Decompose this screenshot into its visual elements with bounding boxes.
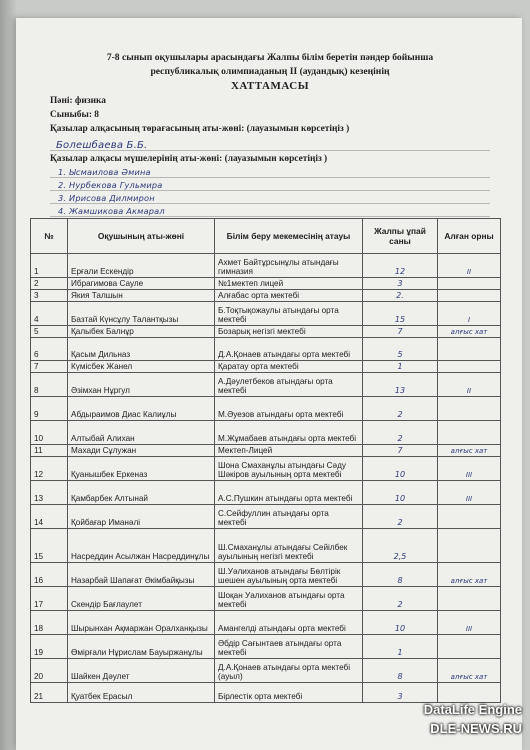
place-awarded <box>438 683 501 703</box>
place-awarded <box>438 278 501 290</box>
student-name: Қуанышбек Еркеназ <box>68 457 215 481</box>
row-number: 3 <box>31 290 68 302</box>
table-row <box>31 361 501 373</box>
school-name: С.Сейфуллин атындағы орта мектебі <box>215 505 363 529</box>
watermark-brand: DataLife Engine <box>423 702 522 717</box>
chair-handwritten-name: Болешбаева Б.Б. <box>56 140 148 151</box>
student-name: Шырынхан Ақмаржан Оралханқызы <box>68 611 215 635</box>
school-name: Шоқан Уалиханов атындағы орта мектебі <box>215 587 363 611</box>
table-header-row <box>31 219 501 254</box>
school-name: Бірлестік орта мектебі <box>215 683 363 703</box>
student-name: Якия Талшын <box>68 290 215 302</box>
col-header-school: Білім беру мекемесінің атауы <box>215 219 363 254</box>
place-awarded: III <box>438 457 501 481</box>
table-row <box>31 505 501 529</box>
place-awarded <box>438 635 501 659</box>
school-name: Ш.Уәлиханов атындағы Бөлтірік шешен ауылының орта мектебі <box>215 563 363 587</box>
place-awarded: III <box>438 611 501 635</box>
place-awarded: III <box>438 481 501 505</box>
document-title: ХАТТАМАСЫ <box>230 80 309 92</box>
table-row <box>31 529 501 563</box>
table-row <box>31 397 501 421</box>
total-score: 8 <box>363 563 438 587</box>
members-label: Қазылар алқасы мүшелерінің аты-жөні: (лауазымын көрсетіңіз ) <box>50 154 328 164</box>
table-row <box>31 457 501 481</box>
col-header-number: № <box>31 219 68 254</box>
row-number: 6 <box>31 338 68 361</box>
table-row <box>31 587 501 611</box>
place-awarded: алғыс хат <box>438 659 501 683</box>
school-name: Мектеп-Лицей <box>215 445 363 457</box>
row-number: 4 <box>31 302 68 326</box>
table-row <box>31 302 501 326</box>
table-row <box>31 563 501 587</box>
row-number: 13 <box>31 481 68 505</box>
total-score: 8 <box>363 659 438 683</box>
student-name: Қасым Дильназ <box>68 338 215 361</box>
table-row <box>31 254 501 278</box>
table-row <box>31 278 501 290</box>
row-number: 8 <box>31 373 68 397</box>
place-awarded: II <box>438 254 501 278</box>
table-row <box>31 683 501 703</box>
total-score: 7 <box>363 445 438 457</box>
row-number: 2 <box>31 278 68 290</box>
total-score: 1 <box>363 635 438 659</box>
school-name: Амангелді атындағы орта мектебі <box>215 611 363 635</box>
place-awarded: алғыс хат <box>438 326 501 338</box>
row-number: 1 <box>31 254 68 278</box>
row-number: 14 <box>31 505 68 529</box>
row-number: 5 <box>31 326 68 338</box>
student-name: Ерғали Ескендір <box>68 254 215 278</box>
chair-label: Қазылар алқасының төрағасының аты-жөні: (лауазымын көрсетіңіз ) <box>50 124 350 134</box>
row-number: 15 <box>31 529 68 563</box>
place-awarded: алғыс хат <box>438 563 501 587</box>
total-score: 3 <box>363 683 438 703</box>
chair-underline <box>50 150 490 151</box>
place-awarded: алғыс хат <box>438 445 501 457</box>
total-score: 2. <box>363 290 438 302</box>
total-score: 15 <box>363 302 438 326</box>
total-score: 7 <box>363 326 438 338</box>
row-number: 9 <box>31 397 68 421</box>
place-awarded <box>438 587 501 611</box>
table-row <box>31 445 501 457</box>
student-name: Әзімхан Нұргул <box>68 373 215 397</box>
member-underline <box>50 190 490 191</box>
school-name: Шона Смаханұлы атындағы Сәду Шәкіров ауылының орта мектебі <box>215 457 363 481</box>
school-name: А.С.Пушкин атындағы орта мектебі <box>215 481 363 505</box>
place-awarded: I <box>438 302 501 326</box>
student-name: Абдыраимов Диас Калиұлы <box>68 397 215 421</box>
total-score: 2 <box>363 421 438 445</box>
place-awarded <box>438 397 501 421</box>
subject-label: Пәні: физика <box>50 96 106 106</box>
page-shadow-edge <box>0 0 16 750</box>
school-name: Қаратау орта мектебі <box>215 361 363 373</box>
col-header-score: Жалпы ұпай саны <box>363 219 438 254</box>
student-name: Назарбай Шапағат Әкімбайқызы <box>68 563 215 587</box>
student-name: Қамбарбек Алтынай <box>68 481 215 505</box>
member-underline <box>50 177 490 178</box>
total-score: 2 <box>363 397 438 421</box>
total-score: 2 <box>363 505 438 529</box>
student-name: Скендір Бағлаулет <box>68 587 215 611</box>
place-awarded <box>438 421 501 445</box>
school-name: Бозарық негізгі мектебі <box>215 326 363 338</box>
student-name: Қойбағар Иманәлі <box>68 505 215 529</box>
total-score: 3 <box>363 278 438 290</box>
member-underline <box>50 216 490 217</box>
place-awarded <box>438 529 501 563</box>
table-row <box>31 326 501 338</box>
table-row <box>31 290 501 302</box>
school-name: Әбдір Сағынтаев атындағы орта мектебі <box>215 635 363 659</box>
table-row <box>31 635 501 659</box>
student-name: Шайкен Дәулет <box>68 659 215 683</box>
member-4: 4. Жамшикова Акмарал <box>58 206 165 216</box>
row-number: 19 <box>31 635 68 659</box>
place-awarded <box>438 338 501 361</box>
total-score: 10 <box>363 481 438 505</box>
student-name: Қалыбек Балнұр <box>68 326 215 338</box>
member-3: 3. Ирисова Дилмирон <box>58 193 155 203</box>
student-name: Махади Сұлужан <box>68 445 215 457</box>
total-score: 2,5 <box>363 529 438 563</box>
row-number: 20 <box>31 659 68 683</box>
student-name: Өмірғали Нұрислам Бауыржанұлы <box>68 635 215 659</box>
member-1: 1. Ысмаилова Әмина <box>58 167 151 177</box>
watermark-site: DLE-NEWS.RU <box>430 721 522 736</box>
table-row <box>31 659 501 683</box>
table-row <box>31 611 501 635</box>
school-name: №1мектеп лицей <box>215 278 363 290</box>
total-score: 12 <box>363 254 438 278</box>
student-name: Насреддин Асылжан Насреддинұлы <box>68 529 215 563</box>
row-number: 17 <box>31 587 68 611</box>
school-name: Д.А.Қонаев атындағы орта мектебі <box>215 338 363 361</box>
results-table <box>30 218 501 703</box>
total-score: 10 <box>363 457 438 481</box>
student-name: Ибрагимова Сауле <box>68 278 215 290</box>
school-name: М.Жұмабаев атындағы орта мектебі <box>215 421 363 445</box>
row-number: 11 <box>31 445 68 457</box>
document-title-line-2: республикалық олимпиаданың II (аудандық) кезеңінің <box>150 66 390 77</box>
place-awarded <box>438 290 501 302</box>
student-name: Күмісбек Жанел <box>68 361 215 373</box>
student-name: Алтыбай Алихан <box>68 421 215 445</box>
table-row <box>31 373 501 397</box>
school-name: Ахмет Байтұрсынұлы атындағы гимназия <box>215 254 363 278</box>
total-score: 13 <box>363 373 438 397</box>
place-awarded: II <box>438 373 501 397</box>
table-row <box>31 338 501 361</box>
total-score: 1 <box>363 361 438 373</box>
place-awarded <box>438 361 501 373</box>
school-name: Ш.Смаханұлы атындағы Сейілбек ауылының негізгі мектебі <box>215 529 363 563</box>
row-number: 18 <box>31 611 68 635</box>
place-awarded <box>438 505 501 529</box>
grade-label: Сыныбы: 8 <box>50 110 99 120</box>
document-title-line-1: 7-8 сынып оқушылары арасындағы Жалпы білім беретін пәндер бойынша <box>106 52 434 63</box>
school-name: Д.А.Қонаев атындағы орта мектебі (ауыл) <box>215 659 363 683</box>
row-number: 21 <box>31 683 68 703</box>
school-name: А.Дәулетбеков атындағы орта мектебі <box>215 373 363 397</box>
member-underline <box>50 203 490 204</box>
total-score: 10 <box>363 611 438 635</box>
table-row <box>31 421 501 445</box>
member-2: 2. Нурбекова Гульмира <box>58 180 163 190</box>
row-number: 16 <box>31 563 68 587</box>
school-name: Б.Тоқтықожаулы атындағы орта мектебі <box>215 302 363 326</box>
col-header-name: Оқушының аты-жөні <box>68 219 215 254</box>
student-name: Базтай Күнсұлу Талантқызы <box>68 302 215 326</box>
total-score: 5 <box>363 338 438 361</box>
row-number: 12 <box>31 457 68 481</box>
col-header-place: Алған орны <box>438 219 501 254</box>
school-name: Алғабас орта мектебі <box>215 290 363 302</box>
school-name: М.Әуезов атындағы орта мектебі <box>215 397 363 421</box>
table-row <box>31 481 501 505</box>
row-number: 10 <box>31 421 68 445</box>
student-name: Қуатбек Ерасыл <box>68 683 215 703</box>
row-number: 7 <box>31 361 68 373</box>
total-score: 2 <box>363 587 438 611</box>
